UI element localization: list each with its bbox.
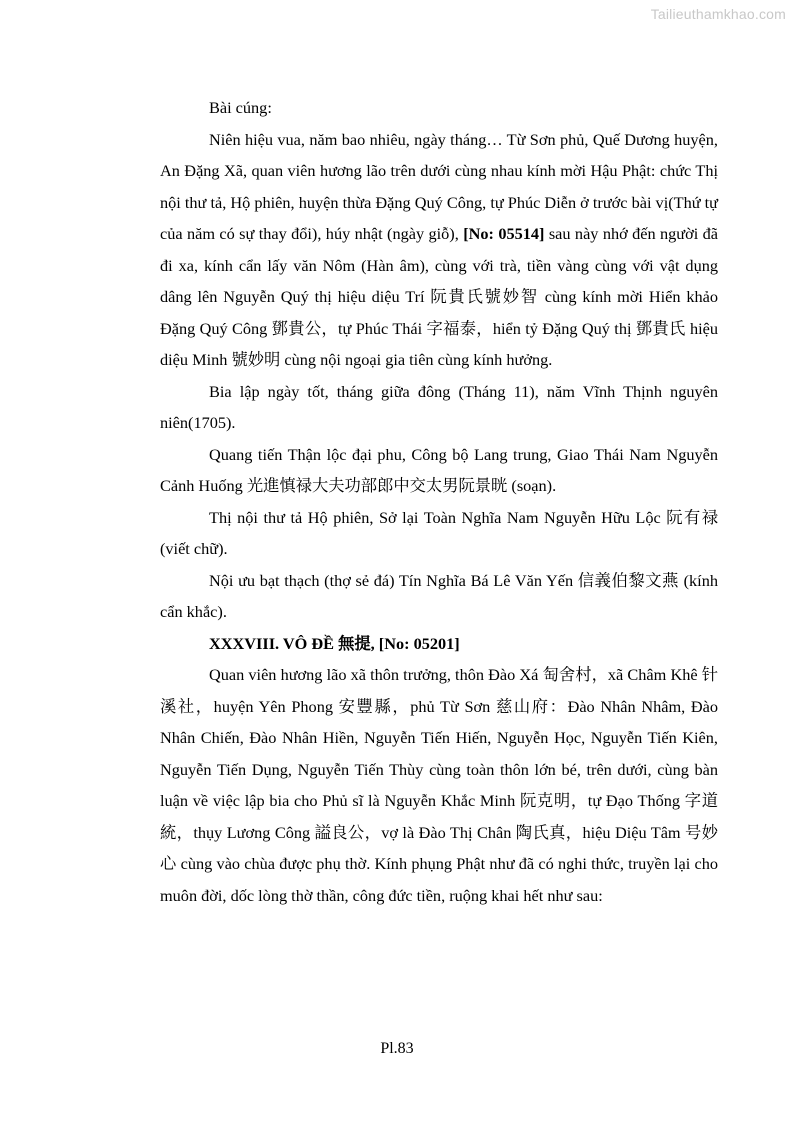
paragraph-offering-text-end: sau này nhớ đến người đã đi xa, kính cẩn lấy văn Nôm (Hàn âm), cùng với trà, tiền vàng cùng với vật dụng dâng lên Nguyễn Quý thị hiệu diệu Trí 阮貴氏號妙智 cùng kính mời Hiển khảo Đặng Quý Công 鄧貴公，tự Phúc Thái 字福泰，hiển tỷ Đặng Quý thị 鄧貴氏 hiệu diệu Minh 號妙明 cùng nội ngoại gia tiên cùng kính hưởng. xyxy=(160,224,718,369)
paragraph-offering-title: Bài cúng: xyxy=(209,98,272,117)
reference-number: [No: 05514] xyxy=(463,224,545,243)
page-number: Pl.83 xyxy=(380,1040,414,1057)
paragraph-author: Quang tiến Thận lộc đại phu, Công bộ Lang trung, Giao Thái Nam Nguyễn Cảnh Huống 光進慎禄大夫功部郎中交太男阮景晄 (soạn). xyxy=(160,444,718,495)
paragraph-calligrapher: Thị nội thư tả Hộ phiên, Sở lại Toàn Nghĩa Nam Nguyễn Hữu Lộc 阮有禄(viết chữ). xyxy=(160,507,718,558)
section-heading-title: XXXVIII. VÔ ĐỀ 無提, xyxy=(209,633,375,653)
paragraph-engraver: Nội ưu bạt thạch (thợ sẻ đá) Tín Nghĩa Bá Lê Văn Yến 信義伯黎文燕 (kính cẩn khắc). xyxy=(160,570,718,621)
paragraph-offering-text-start: Niên hiệu vua, năm bao nhiêu, ngày tháng… Từ Sơn phủ, Quế Dương huyện, An Đặng Xã, quan viên hương lão trên dưới cùng nhau kính mời Hậu Phật: chức Thị nội thư tả, Hộ phiên, huyện thừa Đặng Quý Công, tự Phúc Diễn ở trước bài vị(Thứ tự của năm có sự thay đổi), húy nhật (ngày giỗ), xyxy=(160,129,718,243)
document-body xyxy=(160,92,718,911)
section-heading-reference: [No: 05201] xyxy=(378,633,460,653)
section-heading xyxy=(160,628,718,660)
paragraph-stele-date: Bia lập ngày tốt, tháng giữa đông (Tháng 11), năm Vĩnh Thịnh nguyên niên(1705). xyxy=(160,381,718,432)
watermark: Tailieuthamkhao.com xyxy=(650,6,786,22)
paragraph-village-officials: Quan viên hương lão xã thôn trưởng, thôn Đào Xá 匋舍村，xã Châm Khê 针溪社，huyện Yên Phong 安豐縣，phủ Từ Sơn 慈山府：Đào Nhân Nhâm, Đào Nhân Chiến, Đào Nhân Hiền, Nguyễn Tiến Hiến, Nguyễn Học, Nguyễn Tiến Kiên, Nguyễn Tiến Dụng, Nguyễn Tiến Thùy cùng toàn thôn lớn bé, trên dưới, cùng bàn luận về việc lập bia cho Phủ sĩ là Nguyễn Khắc Minh 阮克明，tự Đạo Thống 字道統，thụy Lương Công 謚良公，vợ là Đào Thị Chân 陶氏真，hiệu Diệu Tâm 号妙心 cùng vào chùa được phụ thờ. Kính phụng Phật như đã có nghi thức, truyền lại cho muôn đời, dốc lòng thờ thần, công đức tiền, ruộng khai hết như sau: xyxy=(160,665,718,905)
paragraph-offering-text xyxy=(160,124,718,376)
